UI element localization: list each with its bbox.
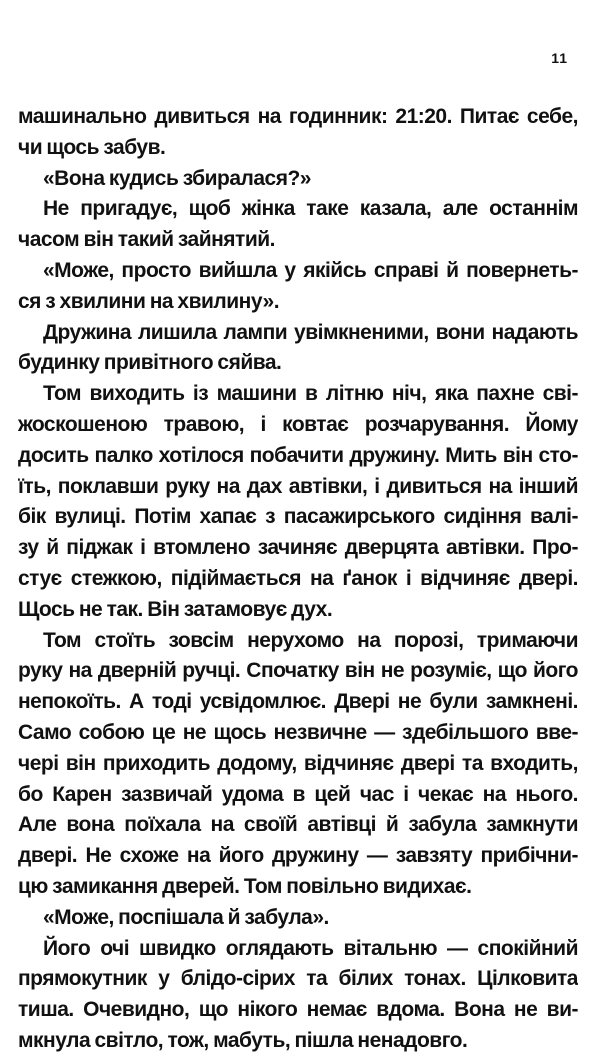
text-line: бо Карен зазвичай удома в цей час і чекає на нього. <box>18 782 578 806</box>
text-line: будинку привітного сяйва. <box>18 351 282 375</box>
text-line: тиша. Очевидно, що нікого немає вдома. Вона не ви- <box>18 998 578 1022</box>
text-line: стує стежкою, підіймається на ґанок і відчиняє двері. <box>18 566 578 590</box>
text-line: цю замикання дверей. Том повільно видихає. <box>18 874 472 898</box>
text-line: Його очі швидко оглядають вітальню — спокійний <box>43 936 578 960</box>
text-line: Том стоїть зовсім нерухомо на порозі, тримаючи <box>43 628 578 652</box>
text-line: ся з хвилини на хвилину». <box>18 289 280 313</box>
text-line: їть, поклавши руку на дах автівки, і дивиться на інший <box>18 474 578 498</box>
text-line: «Може, просто вийшла у якійсь справі й повернеть- <box>43 258 578 282</box>
text-line: руку на дверній ручці. Спочатку він не розуміє, що його <box>18 659 578 683</box>
text-line: досить палко хотілося побачити дружину. Мить він сто- <box>18 443 578 467</box>
text-line: Щось не так. Він затамовує дух. <box>18 597 333 621</box>
text-line: Дружина лишила лампи увімкненими, вони надають <box>43 320 578 344</box>
text-line: Само собою це не щось незвичне — здебільшого вве- <box>18 720 578 744</box>
text-line: Але вона поїхала на своїй автівці й забула замкнути <box>18 813 578 837</box>
text-line: жоскошеною травою, і ковтає розчарування. Йому <box>18 412 578 436</box>
text-line: машинально дивиться на годинник: 21:20. Питає себе, <box>18 105 578 128</box>
text-line: Том виходить із машини в літню ніч, яка пахне сві- <box>43 382 578 406</box>
text-line: «Може, поспішала й забула». <box>43 905 329 929</box>
text-line: Не пригадує, щоб жінка таке казала, але останнім <box>43 197 578 221</box>
page-number: 11 <box>551 50 568 66</box>
text-line: мкнула світло, тож, мабуть, пішла ненадовго. <box>18 1028 468 1052</box>
text-line: чері він приходить додому, відчиняє двері та входить, <box>18 751 578 775</box>
text-line: бік вулиці. Потім хапає з пасажирського сидіння валі- <box>18 505 578 529</box>
text-line: часом він такий зайнятий. <box>18 228 275 252</box>
text-line: двері. Не схоже на його дружину — завзяту прибічни- <box>18 844 578 868</box>
text-line: чи щось забув. <box>18 135 166 159</box>
text-line: зу й піджак і втомлено зачиняє дверцята автівки. Про- <box>18 536 578 560</box>
body-text <box>18 102 578 1057</box>
text-line: «Вона кудись збиралася?» <box>43 166 311 190</box>
text-line: прямокутник у блідо-сірих та білих тонах. Цілковита <box>18 967 578 991</box>
text-line: непокоїть. А тоді усвідомлює. Двері не були замкнені. <box>18 690 578 714</box>
